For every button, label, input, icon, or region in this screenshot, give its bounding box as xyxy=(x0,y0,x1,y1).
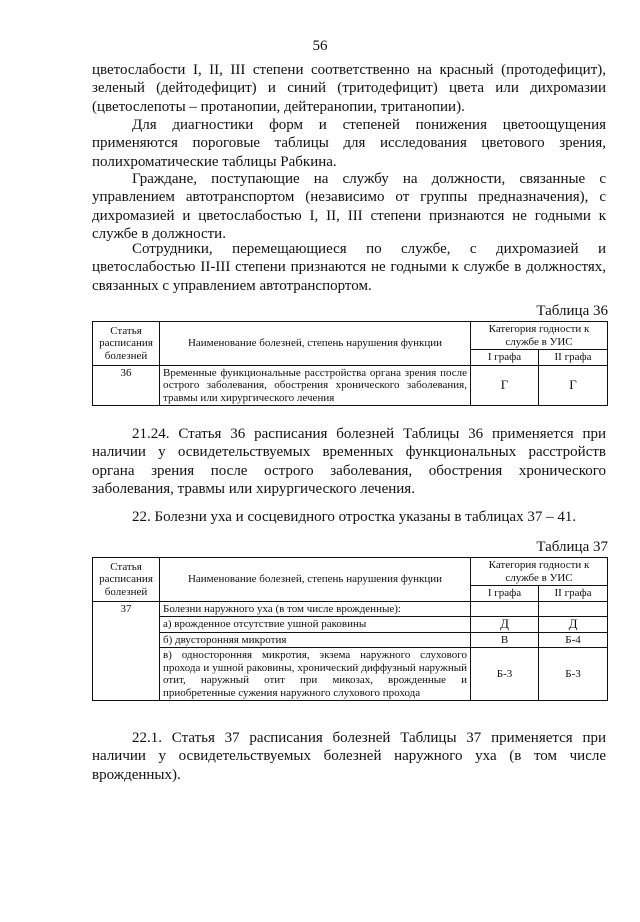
paragraph-22-1: 22.1. Статья 37 расписания болезней Таблицы 37 применяется при наличии у освидетельствуемых болезней наружного уха (в том числе врожденных). xyxy=(92,730,606,783)
table-37-header-name: Наименование болезней, степень нарушения функции xyxy=(160,558,471,602)
table-37-row-c-g2: Б-3 xyxy=(539,648,608,701)
table-37 xyxy=(92,557,608,701)
table-37-row-a-g1: Д xyxy=(471,617,539,633)
table-36-row-text: Временные функциональные расстройства органа зрения после острого заболевания, обострения хронического заболевания, травмы или хирургического лечения xyxy=(160,365,471,406)
table-37-row-a-text: а) врожденное отсутствие ушной раковины xyxy=(160,617,471,633)
table-row xyxy=(93,617,608,633)
paragraph-22: 22. Болезни уха и сосцевидного отростка указаны в таблицах 37 – 41. xyxy=(132,509,577,525)
table-37-row-b-text: б) двусторонняя микротия xyxy=(160,632,471,648)
table-36-header-article: Статья расписания болезней xyxy=(93,322,160,366)
table-36-header-col1: I графа xyxy=(471,350,539,366)
table-36-header-category: Категория годности к службе в УИС xyxy=(471,322,608,350)
table-36-row-g2: Г xyxy=(539,365,608,406)
table-37-group-title: Болезни наружного уха (в том числе врожденные): xyxy=(160,601,471,617)
table-37-row-b-g2: Б-4 xyxy=(539,632,608,648)
table-36-header-col2: II графа xyxy=(539,350,608,366)
paragraph-21-24: 21.24. Статья 36 расписания болезней Таблицы 36 применяется при наличии у освидетельствуемых временных функциональных расстройств органа зрения после острого заболевания, обострения хронического заболевания, травмы или хирургического лечения. xyxy=(92,426,606,498)
table-37-row-a-g2: Д xyxy=(539,617,608,633)
table-37-article: 37 xyxy=(93,601,160,701)
table-36-caption: Таблица 36 xyxy=(536,303,608,319)
table-37-header-article: Статья расписания болезней xyxy=(93,558,160,602)
table-36 xyxy=(92,321,608,406)
paragraph-diagnostics: Для диагностики форм и степеней понижения цветоощущения применяются пороговые таблицы для исследования цветового зрения, полихроматические таблицы Рабкина. xyxy=(92,117,606,170)
table-37-row-b-g1: В xyxy=(471,632,539,648)
page-number: 56 xyxy=(312,38,328,54)
table-row xyxy=(93,601,608,617)
table-37-header-category: Категория годности к службе в УИС xyxy=(471,558,608,586)
paragraph-color-weakness: цветослабости I, II, III степени соответственно на красный (протодефицит), зеленый (дейтодефицит) и синий (тритодефицит) цвета или дихромазии (цветослепоты – протанопии, дейтеранопии, тританопии). xyxy=(92,62,606,115)
table-36-row-g1: Г xyxy=(471,365,539,406)
paragraph-employees: Сотрудники, перемещающиеся по службе, с дихромазией и цветослабостью II-III степени признаются не годными к службе в должностях, связанных с управлением автотранспортом. xyxy=(92,241,606,294)
table-row xyxy=(93,632,608,648)
table-row xyxy=(93,648,608,701)
table-37-caption: Таблица 37 xyxy=(536,539,608,555)
table-36-article: 36 xyxy=(93,365,160,406)
table-row xyxy=(93,365,608,406)
table-37-header-col2: II графа xyxy=(539,586,608,602)
table-37-row-c-g1: Б-3 xyxy=(471,648,539,701)
paragraph-citizens: Граждане, поступающие на службу на должности, связанные с управлением автотранспортом (независимо от группы предназначения), с дихромазией и цветослабостью I, II, III степени признаются не годными к службе в должности. xyxy=(92,171,606,243)
table-37-row-c-text: в) односторонняя микротия, экзема наружного слухового прохода и ушной раковины, хронический диффузный наружный отит, наружный отит при микозах, врожденные и приобретенные сужения наружного слухового прохода xyxy=(160,648,471,701)
table-36-header-name: Наименование болезней, степень нарушения функции xyxy=(160,322,471,366)
table-37-header-col1: I графа xyxy=(471,586,539,602)
